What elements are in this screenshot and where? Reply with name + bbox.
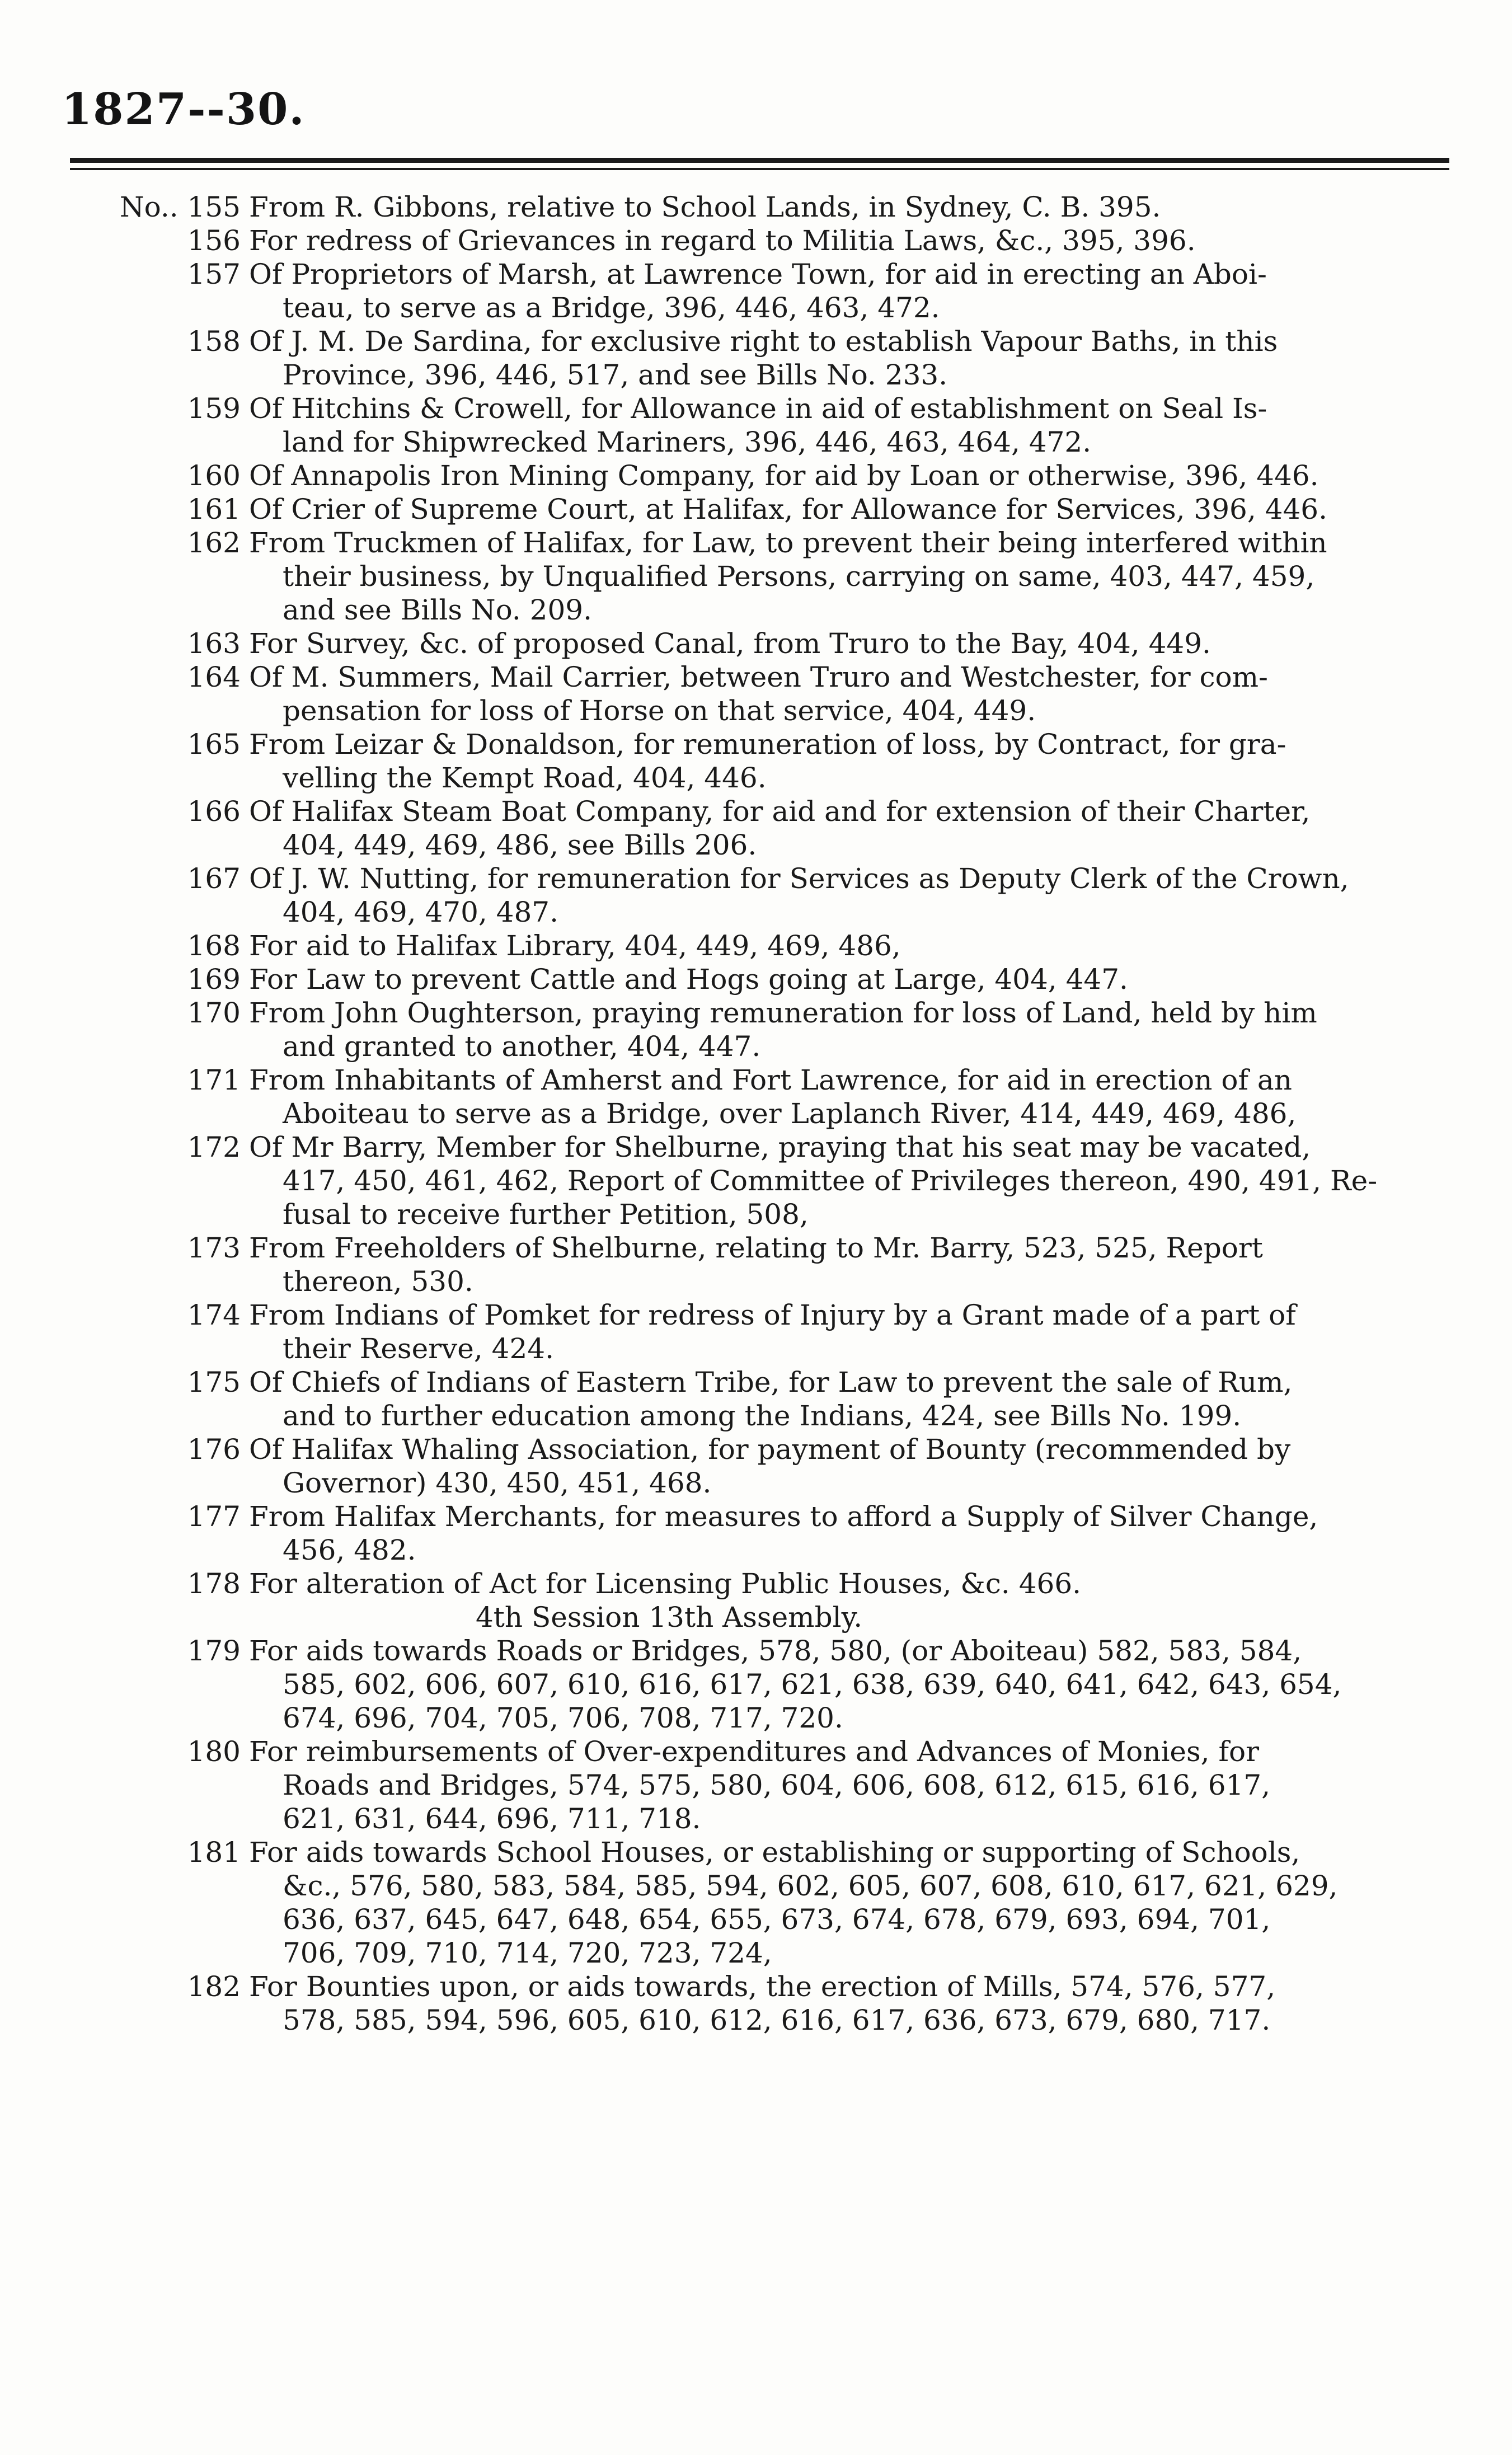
petition-entry [0,1298,1512,1365]
petition-entry [0,996,1512,1063]
petition-entry [0,257,1512,325]
entry-line: From R. Gibbons, relative to School Lands, in Sydney, C. B. 395. [249,191,1161,223]
entry-number: 171 [187,1064,241,1096]
entry-line: thereon, 530. [283,1265,473,1298]
entry-line: Of Hitchins & Crowell, for Allowance in aid of establishment on Seal Is- [249,392,1267,425]
petition-entry [0,1365,1512,1433]
entry-text [249,795,1424,862]
entry-text [249,1063,1424,1130]
entry-text [249,392,1424,459]
entry-line: 621, 631, 644, 696, 711, 718. [283,1802,701,1835]
entry-text [249,1298,1424,1365]
entry-line: For Survey, &c. of proposed Canal, from Truro to the Bay, 404, 449. [249,627,1211,660]
entry-number: 168 [187,930,241,962]
petition-entry [0,492,1512,526]
entry-text [249,963,1424,996]
entry-text [249,492,1424,526]
entry-line: For alteration of Act for Licensing Public Houses, &c. 466. [249,1567,1082,1600]
entry-line: From Leizar & Donaldson, for remuneration of loss, by Contract, for gra- [249,728,1286,761]
entry-line: From Inhabitants of Amherst and Fort Lawrence, for aid in erection of an [249,1064,1292,1096]
entry-line: Of Annapolis Iron Mining Company, for aid by Loan or otherwise, 396, 446. [249,459,1319,492]
entry-number: 161 [187,493,241,525]
entry-line: 417, 450, 461, 462, Report of Committee of Privileges thereon, 490, 491, Re- [283,1165,1378,1197]
entry-text [249,1634,1424,1735]
petition-entry [0,526,1512,627]
entry-number: 162 [187,527,241,559]
entry-number: 169 [187,963,241,996]
entry-line: 404, 469, 470, 487. [283,896,558,928]
entry-line: their business, by Unqualified Persons, carrying on same, 403, 447, 459, [283,560,1315,593]
entry-line: 674, 696, 704, 705, 706, 708, 717, 720. [283,1702,843,1734]
petition-entry [0,190,1512,224]
entry-number: 177 [187,1500,241,1533]
header-rule-thick [70,158,1449,163]
entry-number: 163 [187,627,241,660]
entry-number: 172 [187,1131,241,1163]
entry-line: Of M. Summers, Mail Carrier, between Truro and Westchester, for com- [249,661,1268,693]
petition-entries [0,190,1512,2037]
entry-text [249,1970,1424,2037]
entry-line: land for Shipwrecked Mariners, 396, 446, 463, 464, 472. [283,426,1092,458]
entry-text [249,727,1424,795]
entry-line: fusal to receive further Petition, 508, [283,1198,809,1231]
header-rule-thin [70,168,1449,170]
entry-line: Of Mr Barry, Member for Shelburne, praying that his seat may be vacated, [249,1131,1311,1163]
entry-text [249,1231,1424,1298]
entry-text [249,929,1424,963]
entry-line: From Truckmen of Halifax, for Law, to prevent their being interfered within [249,527,1327,559]
petition-entry [0,224,1512,257]
entry-number: 174 [187,1299,241,1331]
petition-entry [0,1735,1512,1836]
entry-text [249,1735,1424,1836]
entry-number: 156 [187,224,241,257]
entry-line: Of Halifax Whaling Association, for payment of Bounty (recommended by [249,1433,1291,1466]
entry-line: 404, 449, 469, 486, see Bills 206. [283,829,757,861]
entry-line: Of J. W. Nutting, for remuneration for Services as Deputy Clerk of the Crown, [249,862,1349,895]
petition-entry [0,1634,1512,1735]
page-header-year: 1827--30. [62,84,306,135]
entry-line: 706, 709, 710, 714, 720, 723, 724, [283,1937,772,1969]
entry-number: 176 [187,1433,241,1466]
entry-line: pensation for loss of Horse on that service, 404, 449. [283,694,1036,727]
petition-entry [0,627,1512,660]
entry-text [249,1433,1424,1500]
entry-text [249,257,1424,325]
entry-text [249,325,1424,392]
entry-line: teau, to serve as a Bridge, 396, 446, 463, 472. [283,292,940,324]
entry-text [249,862,1424,929]
entry-line: Of Halifax Steam Boat Company, for aid and for extension of their Charter, [249,795,1311,828]
entry-text [249,627,1424,660]
entry-text [249,660,1424,727]
petition-entry [0,1970,1512,2037]
entry-line: From Indians of Pomket for redress of Injury by a Grant made of a part of [249,1299,1296,1331]
petition-entry [0,1433,1512,1500]
entry-text [249,459,1424,492]
entry-line: For reimbursements of Over-expenditures and Advances of Monies, for [249,1735,1259,1768]
entry-line: &c., 576, 580, 583, 584, 585, 594, 602, 605, 607, 608, 610, 617, 621, 629, [283,1870,1338,1902]
entry-number: 175 [187,1366,241,1398]
entry-number: 164 [187,661,241,693]
petition-entry [0,1567,1512,1600]
entry-number: 178 [187,1567,241,1600]
petition-entry [0,392,1512,459]
entry-line: Of J. M. De Sardina, for exclusive right to establish Vapour Baths, in this [249,325,1278,358]
entry-number: 170 [187,997,241,1029]
petition-entry [0,1836,1512,1970]
entry-number: 173 [187,1232,241,1264]
entry-line: Governor) 430, 450, 451, 468. [283,1467,712,1499]
entry-line: From John Oughterson, praying remuneration for loss of Land, held by him [249,997,1317,1029]
entry-line: For aid to Halifax Library, 404, 449, 469, 486, [249,930,901,962]
entry-text [249,526,1424,627]
entry-line: From Halifax Merchants, for measures to afford a Supply of Silver Change, [249,1500,1318,1533]
entry-text [249,1365,1424,1433]
entry-line: 585, 602, 606, 607, 610, 616, 617, 621, 638, 639, 640, 641, 642, 643, 654, [283,1668,1342,1701]
entry-line: Of Chiefs of Indians of Eastern Tribe, for Law to prevent the sale of Rum, [249,1366,1293,1398]
petition-entry [0,929,1512,963]
entry-line: velling the Kempt Road, 404, 446. [283,762,767,794]
session-heading: 4th Session 13th Assembly. [476,1601,863,1633]
entry-line: For Law to prevent Cattle and Hogs going at Large, 404, 447. [249,963,1128,996]
entry-line: Province, 396, 446, 517, and see Bills No. 233. [283,359,948,391]
entry-number: 182 [187,1970,241,2003]
petition-entry [0,963,1512,996]
petition-entry [0,1063,1512,1130]
petition-entry [0,459,1512,492]
entry-line: 578, 585, 594, 596, 605, 610, 612, 616, 617, 636, 673, 679, 680, 717. [283,2004,1271,2036]
entry-line: 456, 482. [283,1534,416,1566]
entry-number: 167 [187,862,241,895]
entry-number: 181 [187,1836,241,1869]
entry-line: For redress of Grievances in regard to Militia Laws, &c., 395, 396. [249,224,1196,257]
entry-number: 160 [187,459,241,492]
entry-number: 165 [187,728,241,761]
entry-text [249,1567,1424,1600]
entry-number: 157 [187,258,241,290]
petition-entry [0,325,1512,392]
entry-line: From Freeholders of Shelburne, relating to Mr. Barry, 523, 525, Report [249,1232,1263,1264]
entry-text [249,996,1424,1063]
entry-line: Aboiteau to serve as a Bridge, over Laplanch River, 414, 449, 469, 486, [283,1097,1297,1130]
petition-entry [0,1130,1512,1231]
petition-entry [0,862,1512,929]
entry-line: and granted to another, 404, 447. [283,1030,761,1063]
entry-text [249,1130,1424,1231]
entry-line: Roads and Bridges, 574, 575, 580, 604, 606, 608, 612, 615, 616, 617, [283,1769,1271,1801]
entry-line: For aids towards School Houses, or establishing or supporting of Schools, [249,1836,1300,1869]
petition-entry [0,795,1512,862]
entry-number: 159 [187,392,241,425]
entry-line: and see Bills No. 209. [283,594,593,626]
entry-line: Of Proprietors of Marsh, at Lawrence Town, for aid in erecting an Aboi- [249,258,1267,290]
petition-entry [0,727,1512,795]
entry-number: 158 [187,325,241,358]
entry-number: 179 [187,1635,241,1667]
entry-text [249,190,1424,224]
entry-number: 166 [187,795,241,828]
entry-text [249,1500,1424,1567]
petition-entry [0,1231,1512,1298]
entry-line: 636, 637, 645, 647, 648, 654, 655, 673, 674, 678, 679, 693, 694, 701, [283,1903,1271,1936]
entry-line: For Bounties upon, or aids towards, the erection of Mills, 574, 576, 577, [249,1970,1276,2003]
entry-line: Of Crier of Supreme Court, at Halifax, for Allowance for Services, 396, 446. [249,493,1327,525]
entry-line: and to further education among the Indians, 424, see Bills No. 199. [283,1400,1242,1432]
entry-text [249,224,1424,257]
entry-line: For aids towards Roads or Bridges, 578, 580, (or Aboiteau) 582, 583, 584, [249,1635,1302,1667]
petition-entry [0,660,1512,727]
petition-entry [0,1500,1512,1567]
entry-line: their Reserve, 424. [283,1332,555,1365]
entry-text [249,1836,1424,1970]
entry-number: No.. 155 [119,191,241,223]
entry-number: 180 [187,1735,241,1768]
